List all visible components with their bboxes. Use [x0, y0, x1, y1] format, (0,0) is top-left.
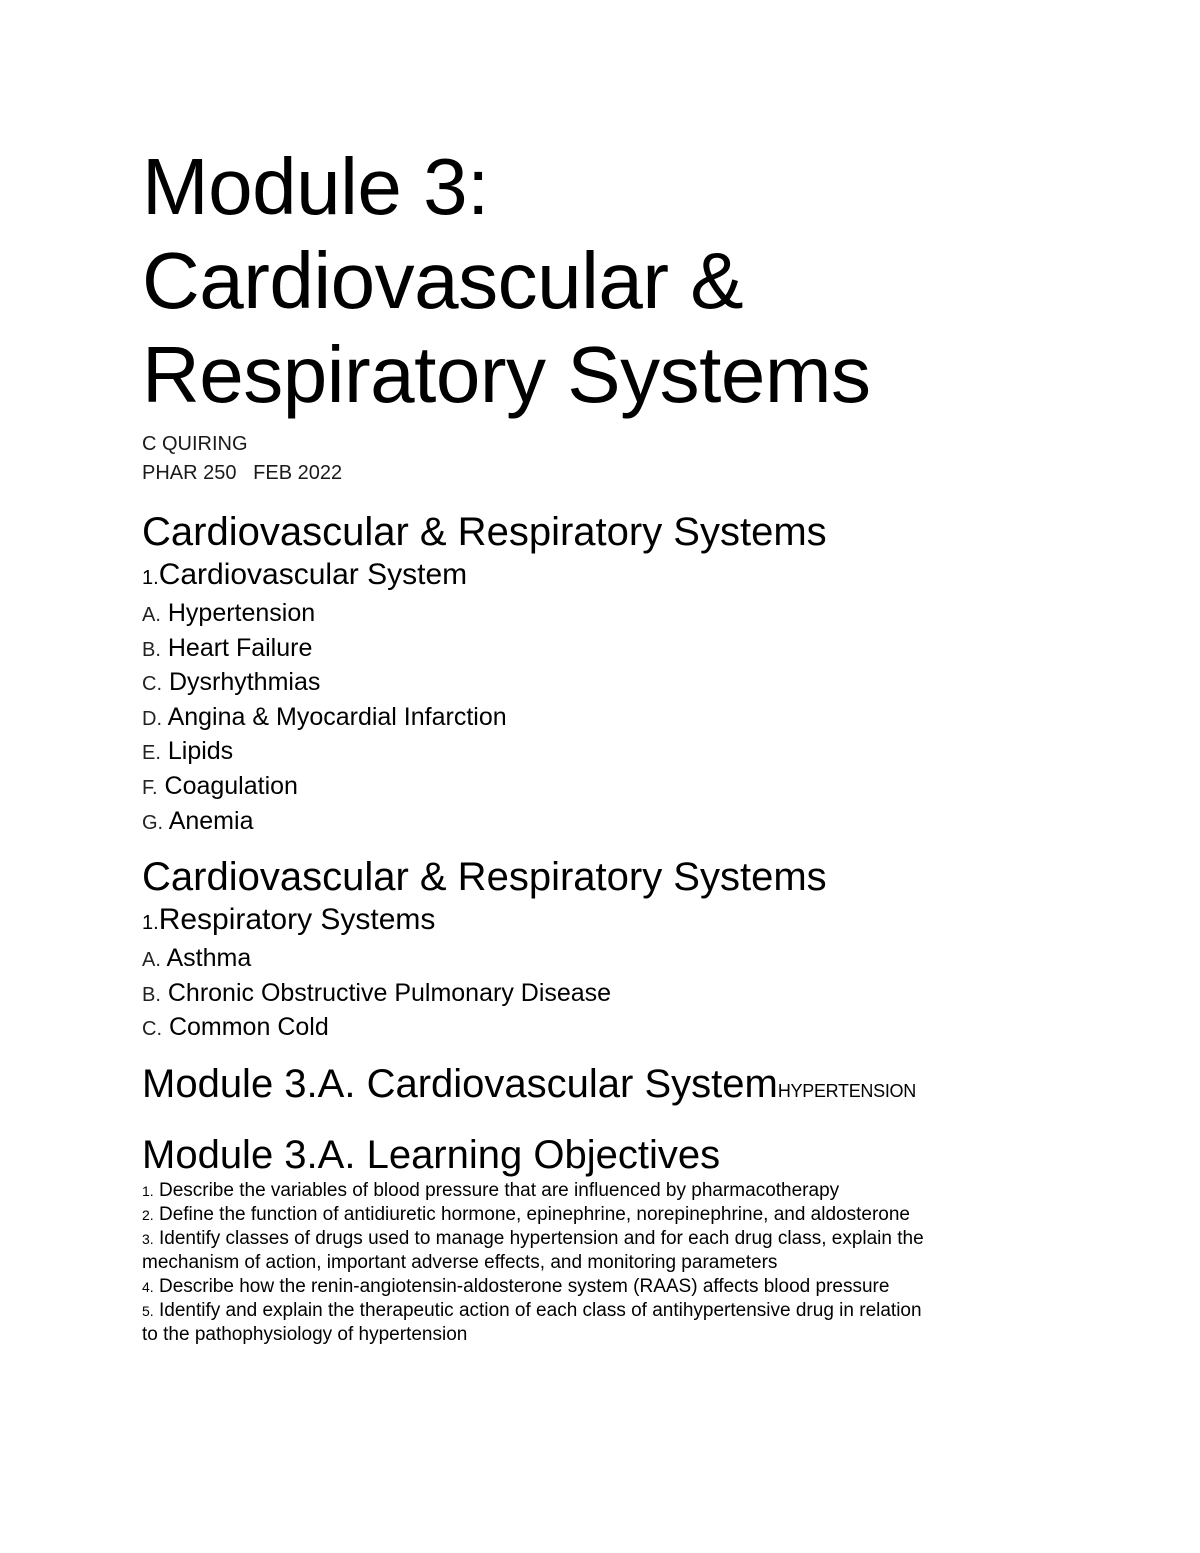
section-subheading [142, 556, 1042, 597]
objectives-heading: Module 3.A. Learning Objectives [142, 1132, 721, 1177]
list-item-text: Heart Failure [167, 633, 313, 662]
title-line: Respiratory Systems [142, 330, 871, 419]
list-letter: A. [142, 949, 161, 972]
objective-number: 5. [142, 1302, 154, 1319]
list-item [142, 770, 1042, 805]
objective-item [142, 1179, 932, 1203]
section-heading: Cardiovascular & Respiratory Systems [142, 855, 827, 900]
subheading-text: Respiratory Systems [158, 903, 436, 937]
list-item-text: Hypertension [167, 599, 316, 627]
objective-text: Define the function of antidiuretic hormone, epinephrine, norepinephrine, and aldosterone [158, 1203, 910, 1225]
topic-list [142, 942, 1042, 1046]
section-heading: Cardiovascular & Respiratory Systems [142, 510, 827, 554]
objective-item [142, 1275, 932, 1299]
list-letter: C. [142, 673, 162, 696]
objective-number: 4. [142, 1278, 154, 1295]
objective-text: Describe the variables of blood pressure that are influenced by pharmacotherapy [158, 1179, 840, 1201]
document-page [142, 140, 1042, 1347]
objective-number: 1. [142, 1182, 154, 1199]
topic-list [142, 597, 1042, 839]
objective-item [142, 1299, 932, 1347]
list-item [142, 735, 1042, 770]
section-subheading [142, 901, 1042, 942]
list-number: 1. [142, 912, 159, 935]
course-date-line: PHAR 250 FEB 2022 [142, 462, 343, 484]
list-item-text: Coagulation [164, 771, 298, 800]
list-letter: C. [142, 1018, 162, 1041]
list-letter: B. [142, 638, 161, 661]
module-heading-suffix: HYPERTENSION [777, 1080, 916, 1101]
list-item-text: Common Cold [168, 1013, 329, 1042]
list-item [142, 977, 1042, 1012]
list-letter: A. [142, 604, 161, 626]
module-heading-text: Module 3.A. Cardiovascular System [142, 1061, 778, 1106]
objective-item [142, 1203, 932, 1227]
objective-text: Identify and explain the therapeutic action of each class of antihypertensive drug in relation to the pathophysiology of hypertension [142, 1299, 922, 1345]
list-item-text: Dysrhythmias [168, 668, 321, 697]
list-letter: G. [142, 811, 164, 834]
objective-text: Identify classes of drugs used to manage hypertension and for each drug class, explain the mechanism of action, important adverse effects, and monitoring parameters [142, 1227, 924, 1273]
title-line: Cardiovascular & [142, 236, 744, 325]
list-item-text: Chronic Obstructive Pulmonary Disease [167, 978, 612, 1007]
subheading-text: Cardiovascular System [158, 558, 468, 591]
list-item-text: Angina & Myocardial Infarction [167, 702, 507, 731]
title-line: Module 3: [142, 142, 489, 231]
module-heading [142, 1060, 1042, 1115]
list-number: 1. [142, 567, 159, 589]
list-item [142, 1011, 1042, 1046]
list-letter: E. [142, 742, 161, 765]
list-item-text: Asthma [166, 944, 252, 973]
list-item-text: Anemia [168, 806, 254, 835]
objective-number: 2. [142, 1206, 154, 1223]
list-item [142, 666, 1042, 701]
objectives-list [142, 1179, 932, 1347]
list-item-text: Lipids [167, 737, 234, 766]
list-letter: B. [142, 983, 161, 1006]
objective-number: 3. [142, 1230, 154, 1247]
author-line: C QUIRING [142, 433, 248, 455]
list-letter: F. [142, 776, 158, 799]
objective-item [142, 1227, 932, 1275]
objective-text: Describe how the renin-angiotensin-aldosterone system (RAAS) affects blood pressure [158, 1275, 890, 1297]
list-item [142, 942, 1042, 977]
list-item [142, 701, 1042, 736]
document-meta [142, 430, 1042, 488]
list-item [142, 597, 1042, 632]
list-item [142, 805, 1042, 840]
document-title [142, 140, 1042, 422]
list-letter: D. [142, 707, 162, 730]
list-item [142, 632, 1042, 667]
